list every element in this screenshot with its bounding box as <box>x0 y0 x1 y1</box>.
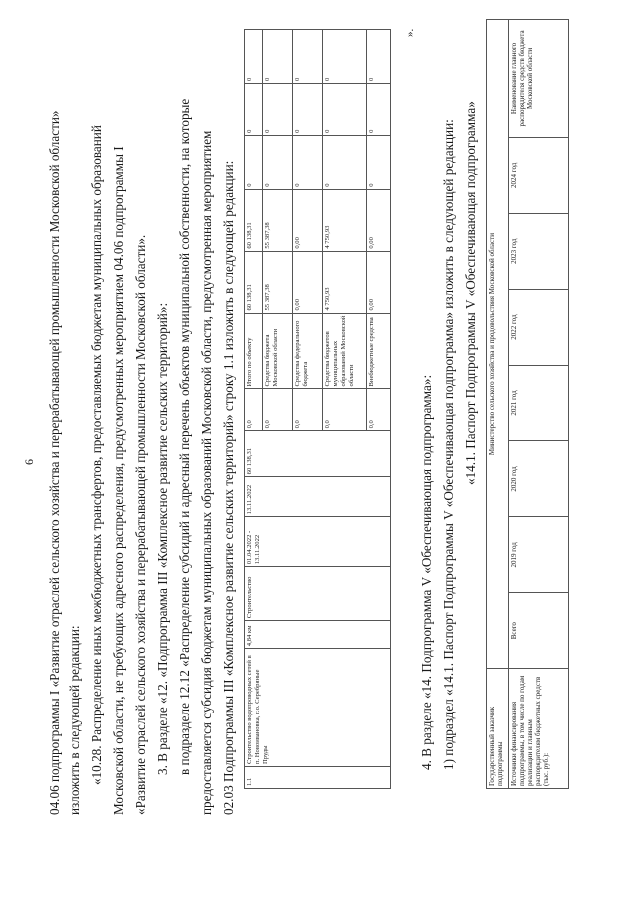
paragraph-line: Московской области, не требующих адресного распределения, предусмотренных мероприятием 04.06 подпрограммы I <box>111 146 126 815</box>
total-cell: 0,00 <box>367 251 391 313</box>
year-cell: 0 <box>323 83 367 135</box>
objects-table <box>244 29 391 789</box>
closing-quote-mark: ». <box>404 28 416 37</box>
year-cell: 0,00 <box>293 189 323 251</box>
year-cell: 0 <box>293 83 323 135</box>
paragraph-line: 4. В разделе «14. Подпрограмма V «Обеспечивающая подпрограмма»: <box>419 374 434 770</box>
paid-cell: 0,0 <box>263 389 293 431</box>
object-name: Строительство водопроводных сетей в п. Новоивановка, г.о. Серебряные Пруды <box>245 649 391 767</box>
work-period: 01.04.2022 - 13.11.2022 <box>245 517 391 567</box>
header-cell: 2023 год <box>509 213 569 289</box>
paragraph-line: 3. В разделе «12. «Подпрограмма III «Комплексное развитие сельских территорий»: <box>155 302 170 775</box>
paid-cell: 0,0 <box>293 389 323 431</box>
paragraph-line: 1) подраздел «14.1. Паспорт Подпрограммы V «Обеспечивающая подпрограмма» изложить в следующей редакции: <box>441 119 456 770</box>
source-cell: Средства бюджета Московской области <box>263 313 293 389</box>
year-cell: 60 138,31 <box>245 189 263 251</box>
header-cell: 2021 год <box>509 365 569 441</box>
paid-cell: 0,0 <box>323 389 367 431</box>
header-cell: Наименование главного распорядителя средств бюджета Московской области <box>509 20 569 138</box>
year-cell: 0 <box>263 30 293 84</box>
year-cell: 55 387,38 <box>263 189 293 251</box>
paragraph-line: 04.06 подпрограммы I «Развитие отраслей сельского хозяйства и перерабатывающей промышленности Московской области» <box>47 110 62 815</box>
open-date: 13.11.2022 <box>245 477 391 517</box>
header-cell: 2020 год <box>509 441 569 517</box>
paragraph-line: «Развитие отраслей сельского хозяйства и перерабатывающей промышленности Московской области». <box>133 234 148 815</box>
table-row <box>509 20 569 789</box>
paragraph-line: «10.28. Распределение иных межбюджетных трансфертов, предоставляемых бюджетам муниципальных образований <box>89 125 104 785</box>
paid-cell: 0,0 <box>245 389 263 431</box>
source-cell: Итого по объекту <box>245 313 263 389</box>
paragraph-line: 02.03 Подпрограммы III «Комплексное развитие сельских территорий» строку 1.1 изложить в следующей редакции: <box>221 160 236 815</box>
year-cell: 0 <box>245 30 263 84</box>
paid-cell: 0,0 <box>367 389 391 431</box>
object-cost: 60 138,31 <box>245 431 391 477</box>
source-cell: Средства бюджетов муниципальных образований Московской области <box>323 313 367 389</box>
sources-label: Источники финансирования подпрограммы, в том числе по годам реализации и главным распорядителям бюджетных средств (тыс. руб.): <box>509 669 569 789</box>
year-cell: 0 <box>293 30 323 84</box>
year-cell: 0 <box>245 83 263 135</box>
paragraph-line: в подразделе 12.12 «Распределение субсидий и адресный перечень объектов муниципальной собственности, на которые <box>177 98 192 775</box>
total-cell: 60 138,31 <box>245 251 263 313</box>
page-number: 6 <box>22 459 36 465</box>
source-cell: Внебюджетные средства <box>367 313 391 389</box>
total-cell: 4 750,93 <box>323 251 367 313</box>
header-cell: 2024 год <box>509 137 569 213</box>
header-cell: Всего <box>509 593 569 669</box>
header-cell: 2019 год <box>509 517 569 593</box>
object-length: 4,84 км <box>245 621 391 649</box>
customer-label: Государственный заказчик подпрограммы <box>487 669 509 789</box>
total-cell: 55 387,38 <box>263 251 293 313</box>
header-cell: 2022 год <box>509 289 569 365</box>
year-cell: 0 <box>367 83 391 135</box>
paragraph-line: изложить в следующей редакции: <box>67 625 82 815</box>
year-cell: 4 750,93 <box>323 189 367 251</box>
year-cell: 0 <box>245 135 263 189</box>
year-cell: 0 <box>263 135 293 189</box>
table-row <box>245 30 263 789</box>
year-cell: 0 <box>323 135 367 189</box>
year-cell: 0 <box>263 83 293 135</box>
customer-value: Министерство сельского хозяйства и продовольствия Московской области <box>487 20 509 669</box>
work-type: Строительство <box>245 567 391 621</box>
year-cell: 0 <box>293 135 323 189</box>
paragraph-line: предоставляется субсидия бюджетам муниципальных образований Московской области, предусмотренная мероприятием <box>199 130 214 815</box>
row-number: 1.1 <box>245 767 391 789</box>
paragraph-line: «14.1. Паспорт Подпрограммы V «Обеспечивающая подпрограмма» <box>463 101 478 485</box>
total-cell: 0,00 <box>293 251 323 313</box>
year-cell: 0 <box>367 135 391 189</box>
year-cell: 0 <box>323 30 367 84</box>
year-cell: 0,00 <box>367 189 391 251</box>
table-row <box>487 20 509 789</box>
passport-table <box>486 19 569 789</box>
year-cell: 0 <box>367 30 391 84</box>
source-cell: Средства федерального бюджета <box>293 313 323 389</box>
